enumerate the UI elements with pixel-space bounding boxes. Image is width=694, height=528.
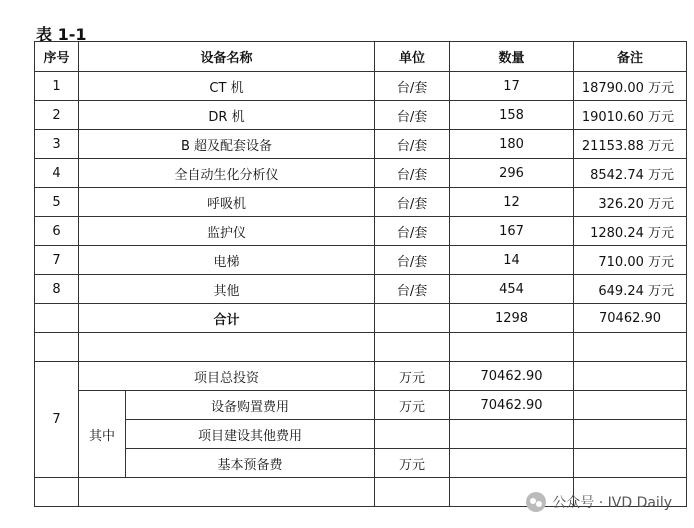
sub-item-unit: 万元 xyxy=(375,391,450,420)
watermark-text: 公众号 · IVD Daily xyxy=(552,495,672,511)
cell-name: CT 机 xyxy=(79,72,375,101)
cell-name: 电梯 xyxy=(79,246,375,275)
cell-note: 19010.60 万元 xyxy=(574,101,687,130)
blank-row xyxy=(35,333,687,362)
cell-note: 649.24 万元 xyxy=(574,275,687,304)
sub-item-label: 设备购置费用 xyxy=(126,391,375,420)
table-row xyxy=(35,130,687,159)
investment-total-value: 70462.90 xyxy=(450,362,574,391)
cell-no: 1 xyxy=(35,72,79,101)
cell-no: 5 xyxy=(35,188,79,217)
wechat-icon xyxy=(526,492,546,512)
cell-qty: 454 xyxy=(450,275,574,304)
cell-unit: 台/套 xyxy=(375,217,450,246)
header-note: 备注 xyxy=(574,42,687,72)
table-row xyxy=(35,101,687,130)
investment-total-row xyxy=(35,362,687,391)
cell-qty: 296 xyxy=(450,159,574,188)
sub-item-label: 项目建设其他费用 xyxy=(126,420,375,449)
cell-no: 8 xyxy=(35,275,79,304)
total-label: 合计 xyxy=(79,304,375,333)
sub-label: 其中 xyxy=(79,391,126,478)
header-unit: 单位 xyxy=(375,42,450,72)
cell-qty: 12 xyxy=(450,188,574,217)
header-no: 序号 xyxy=(35,42,79,72)
cell-name: DR 机 xyxy=(79,101,375,130)
total-qty: 1298 xyxy=(450,304,574,333)
cell-unit: 台/套 xyxy=(375,130,450,159)
cell-qty: 167 xyxy=(450,217,574,246)
sub-item-unit: 万元 xyxy=(375,449,450,478)
cell-name: 其他 xyxy=(79,275,375,304)
cell-note: 326.20 万元 xyxy=(574,188,687,217)
cell-name: B 超及配套设备 xyxy=(79,130,375,159)
cell-unit: 台/套 xyxy=(375,72,450,101)
cell-no: 7 xyxy=(35,246,79,275)
total-row xyxy=(35,304,687,333)
cell-note: 18790.00 万元 xyxy=(574,72,687,101)
cell-note: 8542.74 万元 xyxy=(574,159,687,188)
header-row xyxy=(35,42,687,72)
cell-unit: 台/套 xyxy=(375,159,450,188)
investment-total-label: 项目总投资 xyxy=(79,362,375,391)
cell-no: 6 xyxy=(35,217,79,246)
table-title: 表 1-1 xyxy=(36,25,87,44)
cell-no: 3 xyxy=(35,130,79,159)
cell-unit: 台/套 xyxy=(375,246,450,275)
cell-name: 监护仪 xyxy=(79,217,375,246)
cell-empty xyxy=(375,304,450,333)
cell-unit: 台/套 xyxy=(375,275,450,304)
investment-total-unit: 万元 xyxy=(375,362,450,391)
cell-qty: 180 xyxy=(450,130,574,159)
sub-item-unit xyxy=(375,420,450,449)
cell-qty: 158 xyxy=(450,101,574,130)
cell-qty: 14 xyxy=(450,246,574,275)
investment-sub-row xyxy=(35,449,687,478)
cell-no: 4 xyxy=(35,159,79,188)
cell-name: 呼吸机 xyxy=(79,188,375,217)
equipment-table xyxy=(34,41,687,507)
cell-note: 21153.88 万元 xyxy=(574,130,687,159)
cell-unit: 台/套 xyxy=(375,101,450,130)
table-row xyxy=(35,159,687,188)
cell-unit: 台/套 xyxy=(375,188,450,217)
section-no: 7 xyxy=(35,362,79,478)
table-row xyxy=(35,217,687,246)
cell-qty: 17 xyxy=(450,72,574,101)
sub-item-value: 70462.90 xyxy=(450,391,574,420)
investment-sub-row xyxy=(35,420,687,449)
table-row xyxy=(35,72,687,101)
header-qty: 数量 xyxy=(450,42,574,72)
investment-sub-row xyxy=(35,391,687,420)
sub-item-label: 基本预备费 xyxy=(126,449,375,478)
sub-item-value xyxy=(450,449,574,478)
cell-note: 710.00 万元 xyxy=(574,246,687,275)
sub-item-value xyxy=(450,420,574,449)
table-row xyxy=(35,246,687,275)
watermark xyxy=(526,492,672,512)
cell-empty xyxy=(35,304,79,333)
cell-name: 全自动生化分析仪 xyxy=(79,159,375,188)
header-name: 设备名称 xyxy=(79,42,375,72)
table-row xyxy=(35,275,687,304)
total-note: 70462.90 xyxy=(574,304,687,333)
cell-note: 1280.24 万元 xyxy=(574,217,687,246)
cell-no: 2 xyxy=(35,101,79,130)
table-row xyxy=(35,188,687,217)
